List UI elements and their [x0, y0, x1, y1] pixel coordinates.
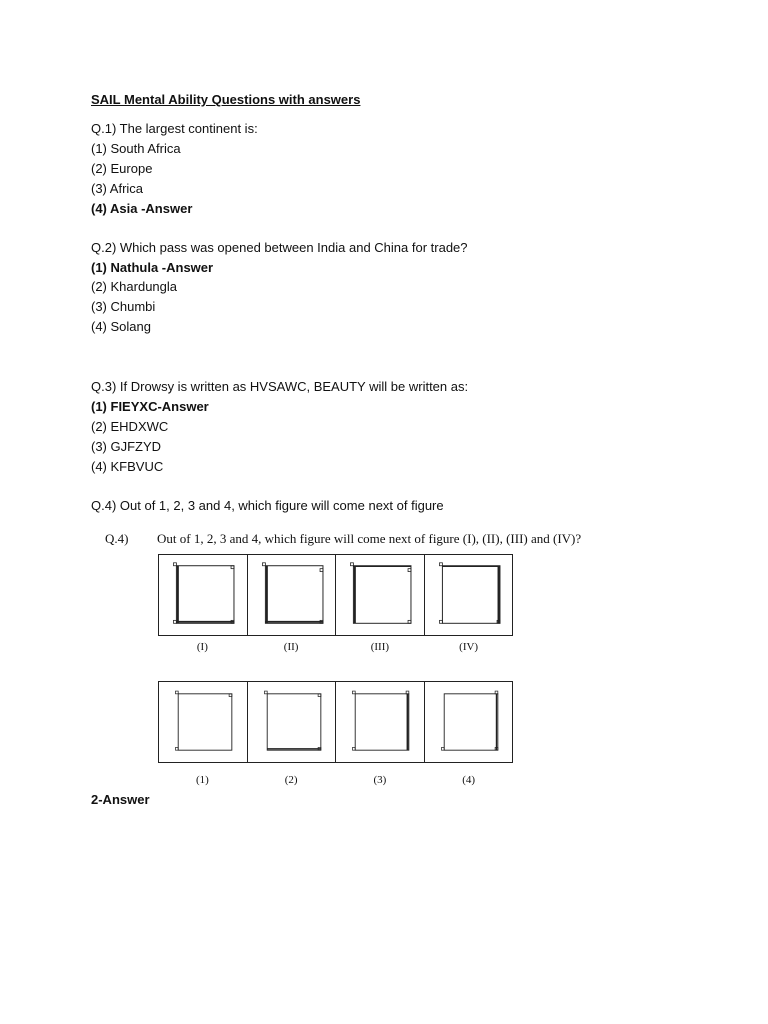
question-2: Q.2) Which pass was opened between India and China for trade?	[91, 240, 468, 255]
answer-figure-4	[425, 682, 513, 762]
answer-figures-row	[158, 681, 513, 763]
answer-figure-3	[336, 682, 425, 762]
problem-figures-row	[158, 554, 513, 636]
q2-option-4: (4) Solang	[91, 319, 151, 334]
answer-label-3: (3)	[373, 774, 387, 786]
answer-figure-labels	[158, 774, 513, 786]
square-figure-icon	[425, 682, 513, 762]
q3-option-2: (2) EHDXWC	[91, 419, 169, 434]
problem-figure-2	[248, 555, 337, 635]
question-4: Q.4) Out of 1, 2, 3 and 4, which figure will come next of figure	[91, 498, 444, 513]
q3-option-4: (4) KFBVUC	[91, 459, 164, 474]
square-figure-icon	[425, 555, 513, 635]
figure-question-text: Out of 1, 2, 3 and 4, which figure will come next of figure (I), (II), (III) and (IV)?	[157, 531, 582, 546]
square-figure-icon	[336, 555, 424, 635]
q2-option-3: (3) Chumbi	[91, 299, 156, 314]
q1-option-1: (1) South Africa	[91, 141, 181, 156]
question-3: Q.3) If Drowsy is written as HVSAWC, BEAUTY will be written as:	[91, 379, 469, 394]
q2-option-2: (2) Khardungla	[91, 279, 177, 294]
problem-figure-1	[159, 555, 248, 635]
problem-figure-4	[425, 555, 513, 635]
square-figure-icon	[248, 682, 336, 762]
square-figure-icon	[159, 682, 247, 762]
problem-figure-labels	[158, 641, 513, 653]
problem-label-3: (III)	[370, 641, 390, 653]
q1-option-3: (3) Africa	[91, 181, 144, 196]
q1-option-2: (2) Europe	[91, 161, 153, 176]
answer-figure-2	[248, 682, 337, 762]
figure-question-number: Q.4)	[105, 531, 129, 546]
square-figure-icon	[336, 682, 424, 762]
problem-label-2: (II)	[283, 641, 299, 653]
q3-option-3: (3) GJFZYD	[91, 439, 162, 454]
square-figure-icon	[248, 555, 336, 635]
q2-option-1-answer: (1) Nathula -Answer	[91, 260, 214, 275]
answer-figure-1	[159, 682, 248, 762]
answer-label-2: (2)	[284, 774, 298, 786]
page-title: SAIL Mental Ability Questions with answers	[91, 92, 361, 107]
problem-label-1: (I)	[196, 641, 208, 653]
answer-label-4: (4)	[462, 774, 476, 786]
q3-option-1-answer: (1) FIEYXC-Answer	[91, 399, 209, 414]
square-figure-icon	[159, 555, 247, 635]
q4-answer: 2-Answer	[91, 792, 150, 807]
problem-figure-3	[336, 555, 425, 635]
figure-caption	[105, 530, 581, 548]
problem-label-4: (IV)	[459, 641, 479, 653]
answer-label-1: (1)	[195, 774, 209, 786]
question-1: Q.1) The largest continent is:	[91, 121, 258, 136]
q1-option-4-answer: (4) Asia -Answer	[91, 201, 193, 216]
